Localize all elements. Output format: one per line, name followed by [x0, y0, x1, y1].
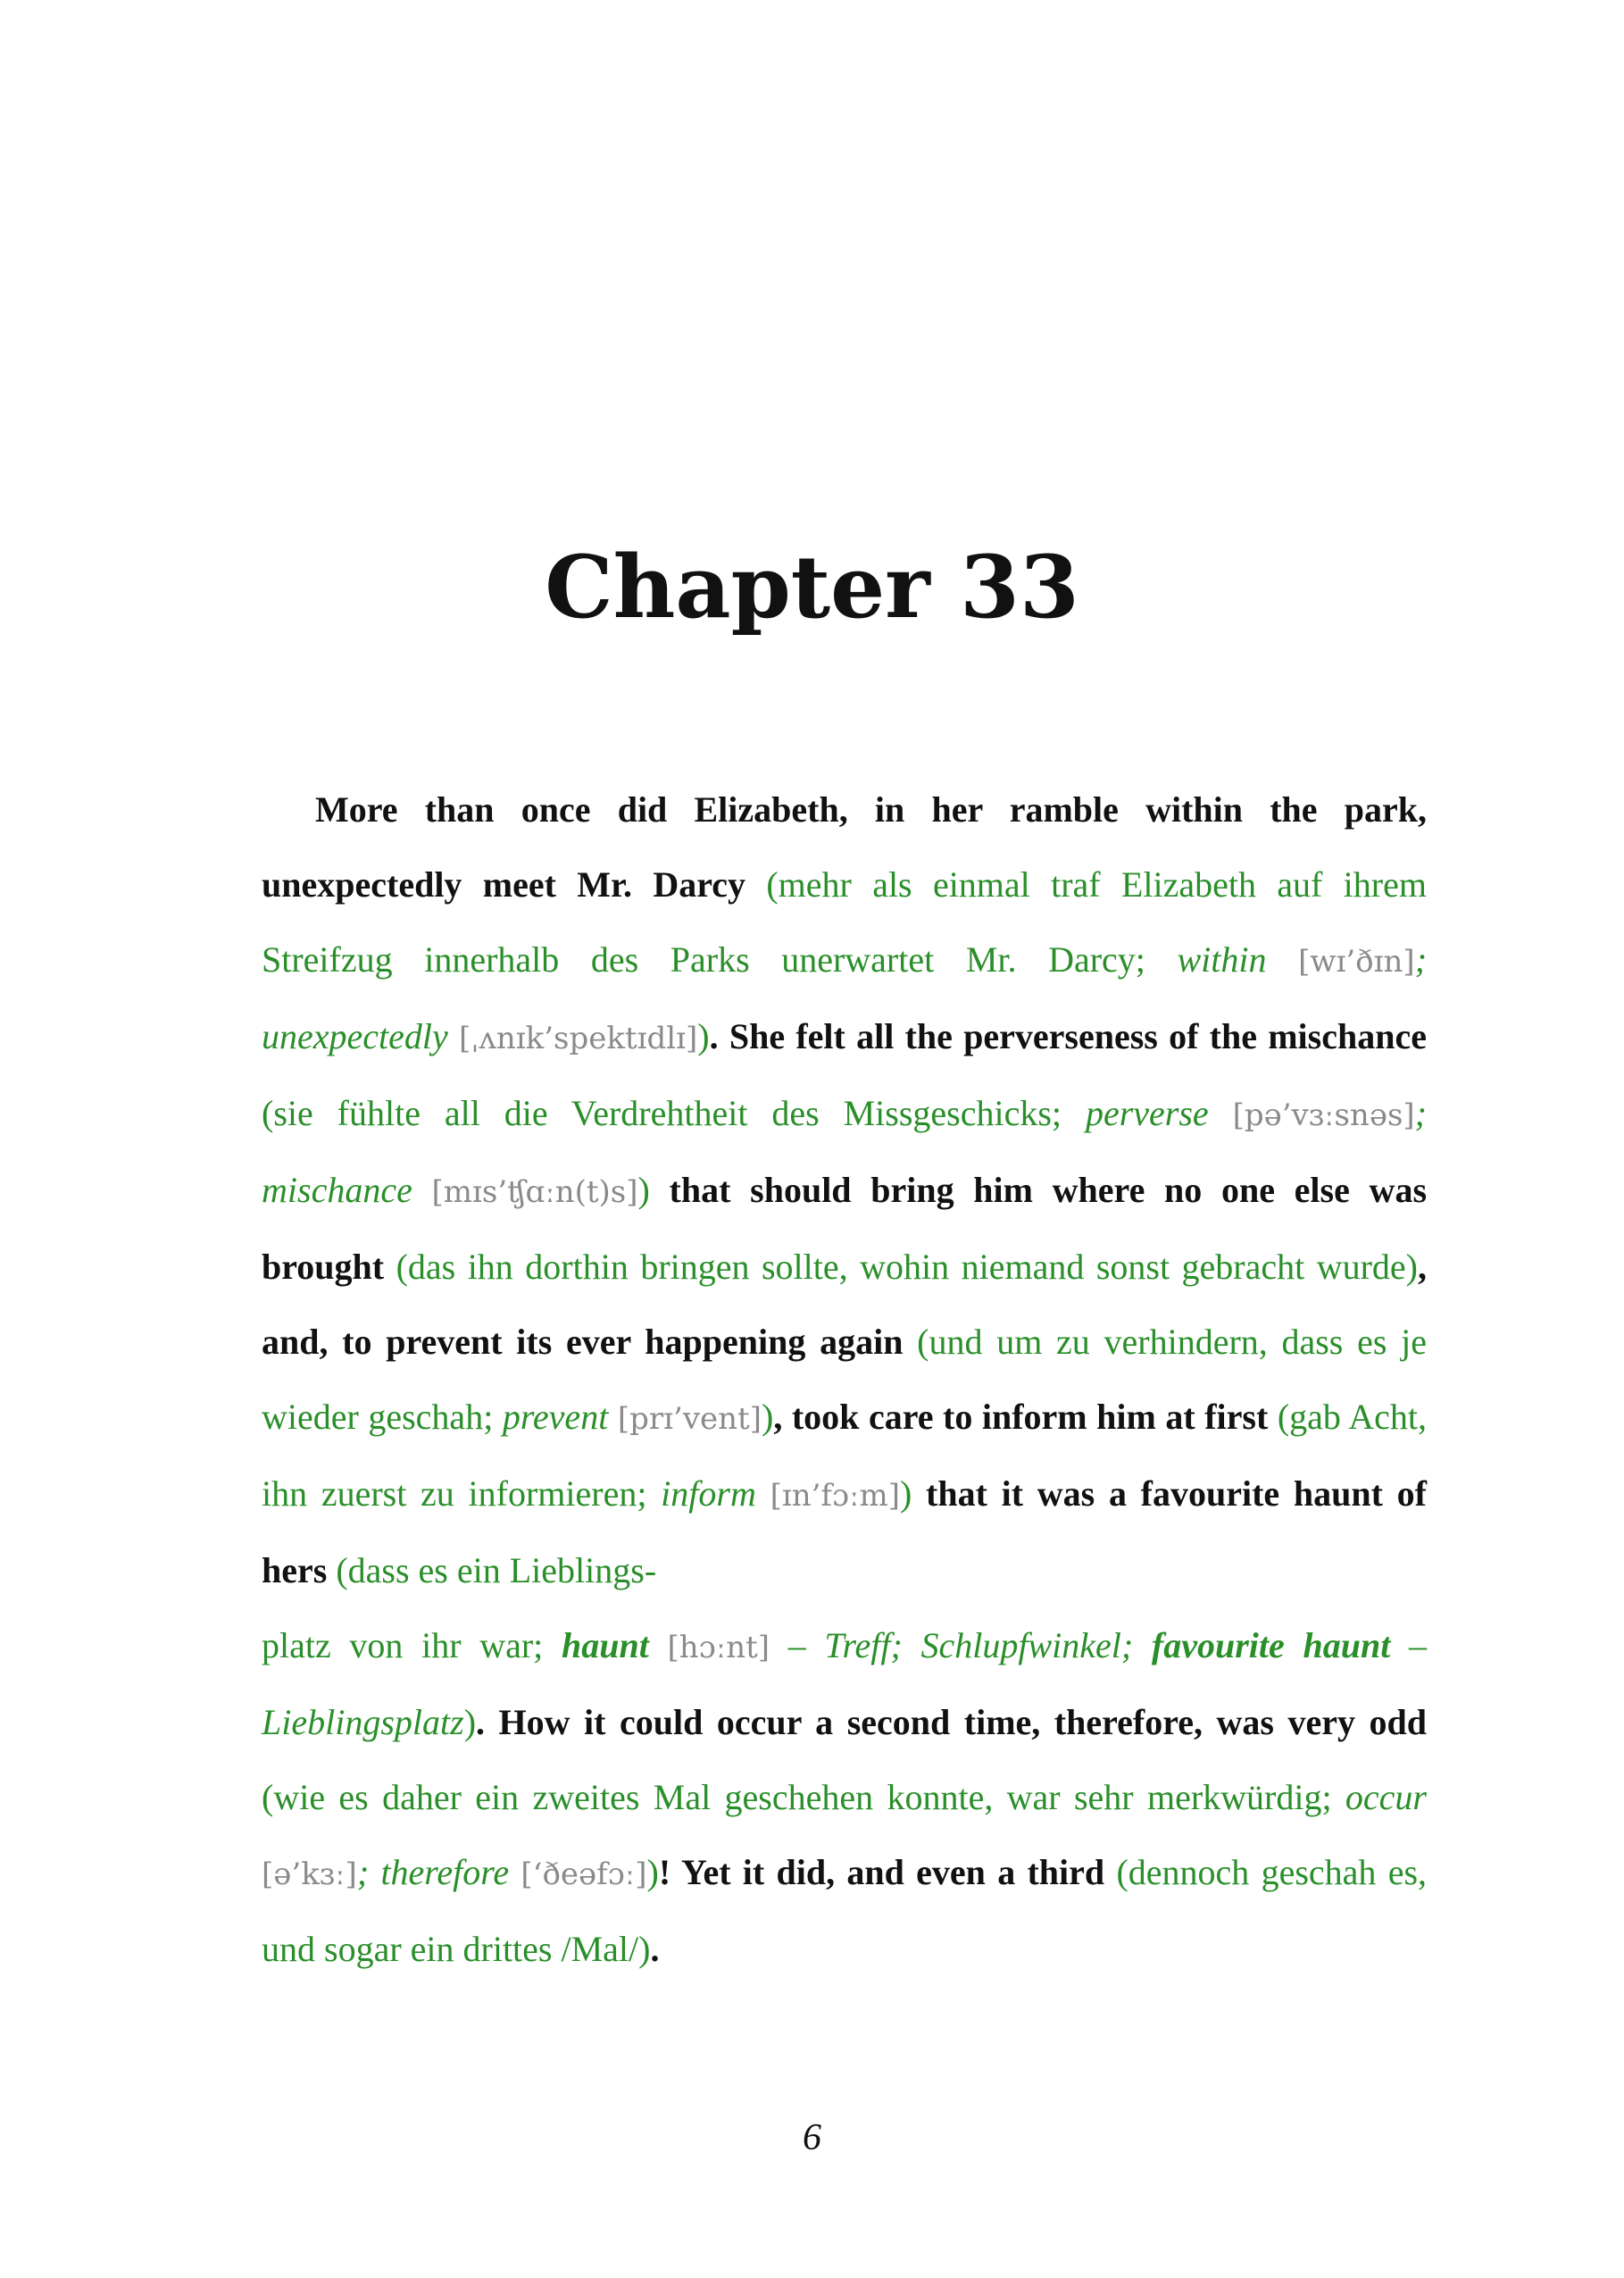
- vocab-term-prevent: prevent: [502, 1397, 609, 1437]
- english-sentence-1: More than once did Elizabeth, in her ramble within the park, unexpectedly meet Mr. Darcy: [262, 789, 1427, 905]
- vocab-term-favourite-haunt: favourite haunt: [1151, 1625, 1391, 1665]
- vocab-term-perverse: perverse: [1085, 1093, 1209, 1133]
- ipa-therefore: [‘ðeəfɔː]: [521, 1857, 647, 1892]
- gloss-haunt: – Treff; Schlupfwinkel;: [787, 1625, 1152, 1665]
- german-translation-4: (und um zu verhindern, dass es je wieder geschah; prevent [prɪ’vent]): [262, 1322, 1427, 1437]
- page-number: 6: [803, 2117, 821, 2158]
- ipa-haunt: [hɔːnt]: [667, 1630, 770, 1665]
- ipa-perverse: [pə’vɜːsnəs]: [1232, 1097, 1415, 1133]
- ipa-within: [wɪ’ðɪn]: [1298, 944, 1415, 980]
- german-translation-7: (wie es daher ein zweites Mal geschehen konnte, war sehr merkwürdig; occur [ə’kɜː]; therefore [‘ðeəfɔː]): [262, 1777, 1427, 1892]
- chapter-title: Chapter 33: [545, 537, 1079, 638]
- ipa-mischance: [mɪs’ʧɑːn(t)s]: [431, 1174, 638, 1210]
- vocab-term-inform: inform: [661, 1473, 756, 1514]
- english-sentence-4: , and, to prevent its ever happening again: [262, 1247, 1428, 1362]
- vocab-term-unexpectedly: unexpectedly: [262, 1016, 448, 1056]
- vocab-term-occur: occur: [1345, 1777, 1427, 1817]
- vocab-term-haunt: haunt: [562, 1625, 649, 1665]
- german-translation-2: (sie fühlte all die Verdrehtheit des Missgeschicks; perverse [pə’vɜːsnəs]; mischance [mɪs’ʧɑːn(t)s]): [262, 1093, 1427, 1210]
- german-translation-1: (mehr als einmal traf Elizabeth auf ihrem Streifzug innerhalb des Parks unerwartet Mr. Darcy; within [wɪ’ðɪn]; unexpectedly [ˌʌnɪk’spektɪdlɪ]): [262, 864, 1428, 1056]
- english-sentence-7: How it could occur a second time, therefore, was very odd: [498, 1702, 1427, 1742]
- ipa-prevent: [prɪ’vent]: [617, 1401, 762, 1437]
- ipa-inform: [ɪn’fɔːm]: [770, 1478, 900, 1514]
- gloss-favourite-haunt: – Lieblingsplatz: [262, 1625, 1428, 1742]
- german-translation-6: (dass es ein Lieblings- platz von ihr war; haunt [hɔːnt] – Treff; Schlupfwinkel; favourite haunt – Lieblingsplatz): [262, 1550, 1428, 1742]
- english-sentence-3: that should bring him where no one else was brought: [262, 1170, 1428, 1287]
- german-translation-5: (gab Acht, ihn zuerst zu informieren; inform [ɪn’fɔːm]): [262, 1397, 1428, 1514]
- vocab-term-mischance: mischance: [262, 1170, 412, 1210]
- vocab-term-within: within: [1177, 939, 1267, 980]
- ipa-unexpectedly: [ˌʌnɪk’spektɪdlɪ]: [459, 1021, 698, 1056]
- vocab-term-therefore: therefore: [380, 1852, 510, 1892]
- german-translation-3: (das ihn dorthin bringen sollte, wohin niemand sonst gebracht wurde): [396, 1247, 1419, 1287]
- english-sentence-6: that it was a favourite haunt of hers: [262, 1473, 1427, 1590]
- chapter-paragraph: More than once did Elizabeth, in her ramble within the park, unexpectedly meet Mr. Darcy (mehr als einmal traf Elizabeth auf ihrem Streifzug innerhalb des Parks unerwartet Mr. Darcy; within [wɪ’ðɪn]; unexpectedly [ˌʌnɪk’spektɪdlɪ]). She felt all the perverseness of the mischance (sie fühlte all die Verdrehtheit des Missgeschicks; perverse [pə’vɜːsnəs]; mischance [mɪs’ʧɑːn(t)s]) that should bring him where no one else was brought (das ihn dorthin bringen sollte, wohin niemand sonst gebracht wurde), and, to prevent its ever happening again (und um zu verhindern, dass es je wieder geschah; prevent [prɪ’vent]), took care to inform him at first (gab Acht, ihn zuerst zu informieren; inform [ɪn’fɔːm]) that it was a favourite haunt of hers (dass es ein Lieblings- platz von ihr war; haunt [hɔːnt] – Treff; Schlupfwinkel; favourite haunt – Lieblingsplatz). How it could occur a second time, therefore, was very odd (wie es daher ein zweites Mal geschehen konnte, war sehr merkwürdig; occur [ə’kɜː]; therefore [‘ðeəfɔː])! Yet it did, and even a third (dennoch geschah es, und sogar ein drittes /Mal/).: [262, 789, 1428, 1969]
- german-translation-8: (dennoch geschah es, und sogar ein drittes /Mal/): [262, 1852, 1428, 1969]
- english-sentence-2: She felt all the perverseness of the mischance: [729, 1016, 1427, 1056]
- ipa-occur: [ə’kɜː]: [262, 1857, 357, 1892]
- english-sentence-5: , took care to inform him at first: [773, 1397, 1269, 1437]
- english-sentence-8: Yet it did, and even a third: [680, 1852, 1105, 1892]
